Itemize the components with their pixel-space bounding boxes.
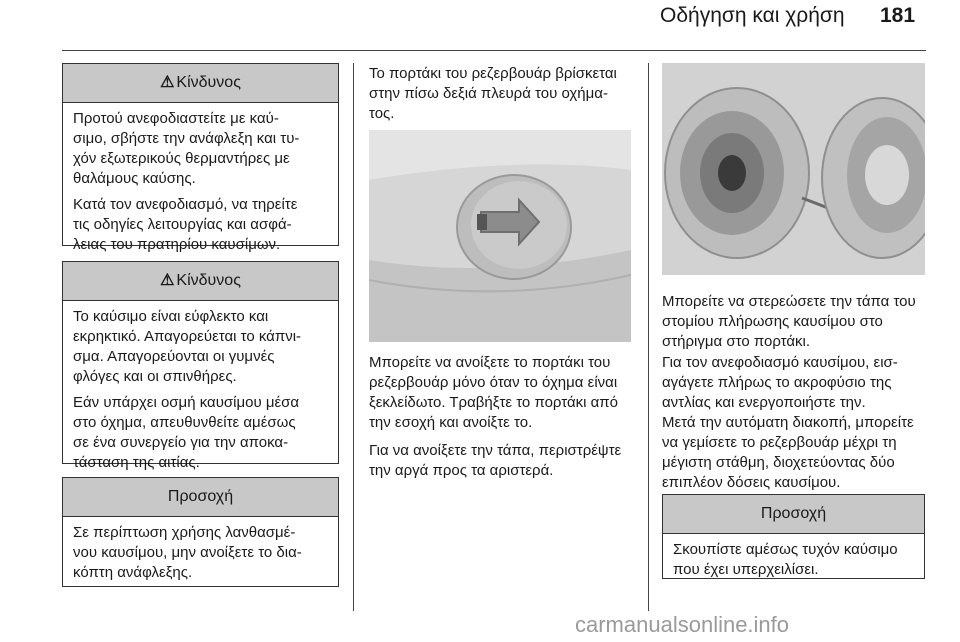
danger-box-2-title: Κίνδυνος: [176, 272, 241, 289]
caution-box-2-text: Σκουπίστε αμέσως τυχόν καύσιμο που έχει υπερχειλίσει.: [673, 541, 898, 578]
fuel-door-figure: [369, 130, 631, 342]
danger-box-2-text-1: Το καύσιμο είναι εύφλεκτο και εκρηκτικό. Απαγορεύεται το κάπνι- σμα. Απαγορεύονται οι γυμνές φλόγες και οι σπινθήρες.: [73, 308, 302, 385]
danger-box-2-text-2: Εάν υπάρχει οσμή καυσίμου μέσα στο όχημα, απευθυνθείτε αμέσως σε ένα συνεργείο για την αποκα- τάσταση της αιτίας.: [73, 394, 300, 471]
caution-box-1-header: [63, 478, 338, 517]
top-up-text: Μετά την αυτόματη διακοπή, μπορείτε να γεμίσετε το ρεζερβουάρ μέχρι τη μέγιστη στάθμη, διοχετεύοντας δύο επιπλέον δόσεις καυσίμου.: [662, 414, 914, 491]
danger-box-1-header: [63, 64, 338, 103]
danger-box-1: [62, 63, 339, 253]
danger-box-2: [62, 261, 339, 471]
warning-triangle-icon: ⚠: [160, 74, 175, 91]
header-rule: [62, 50, 926, 51]
page-title: Οδήγηση και χρήση: [660, 4, 845, 27]
fuel-cap-illustration: [662, 63, 925, 275]
fuel-door-location-text: Το πορτάκι του ρεζερβουάρ βρίσκεται στην πίσω δεξιά πλευρά του οχήμα- τος.: [369, 65, 617, 122]
danger-box-1-text-1: Προτού ανεφοδιαστείτε με καύ- σιμο, σβήστε την ανάφλεξη και τυ- χόν εξωτερικούς θερμαντήρες με θαλάμους καύσης.: [73, 110, 300, 187]
fuel-cap-open-text: Για να ανοίξετε την τάπα, περιστρέψτε την αργά προς τα αριστερά.: [369, 442, 622, 479]
fuel-door-open-text: Μπορείτε να ανοίξετε το πορτάκι του ρεζερβουάρ μόνο όταν το όχημα είναι ξεκλείδωτο. Τραβήξτε το πορτάκι από την εσοχή και ανοίξτε το.: [369, 354, 618, 431]
page-number: 181: [880, 4, 916, 27]
fuel-door-illustration: [369, 130, 631, 342]
warning-triangle-icon: ⚠: [160, 272, 175, 289]
caution-box-2: [662, 494, 925, 579]
danger-box-2-header: [63, 262, 338, 301]
cap-holder-text: Μπορείτε να στερεώσετε την τάπα του στομίου πλήρωσης καυσίμου στο στήριγμα στο πορτάκι.: [662, 293, 916, 350]
caution-box-2-header: [663, 495, 924, 534]
column-divider-2: [648, 63, 649, 611]
caution-box-1-text: Σε περίπτωση χρήσης λανθασμέ- νου καυσίμου, μην ανοίξετε το δια- κόπτη ανάφλεξης.: [73, 524, 302, 581]
danger-box-1-title: Κίνδυνος: [176, 74, 241, 91]
fuel-cap-figure: [662, 63, 925, 275]
caution-box-1-title: Προσοχή: [167, 488, 234, 505]
caution-box-2-title: Προσοχή: [760, 505, 827, 522]
watermark: carmanualsonline.info: [575, 612, 790, 637]
refuel-nozzle-text: Για τον ανεφοδιασμό καυσίμου, εισ- αγάγετε πλήρως το ακροφύσιο της αντλίας και ενεργοποιήστε την.: [662, 354, 898, 411]
danger-box-1-text-2: Κατά τον ανεφοδιασμό, να τηρείτε τις οδηγίες λειτουργίας και ασφά- λειας του πρατηρίου καυσίμων.: [73, 196, 298, 253]
caution-box-1: [62, 477, 339, 587]
column-divider-1: [353, 63, 354, 611]
